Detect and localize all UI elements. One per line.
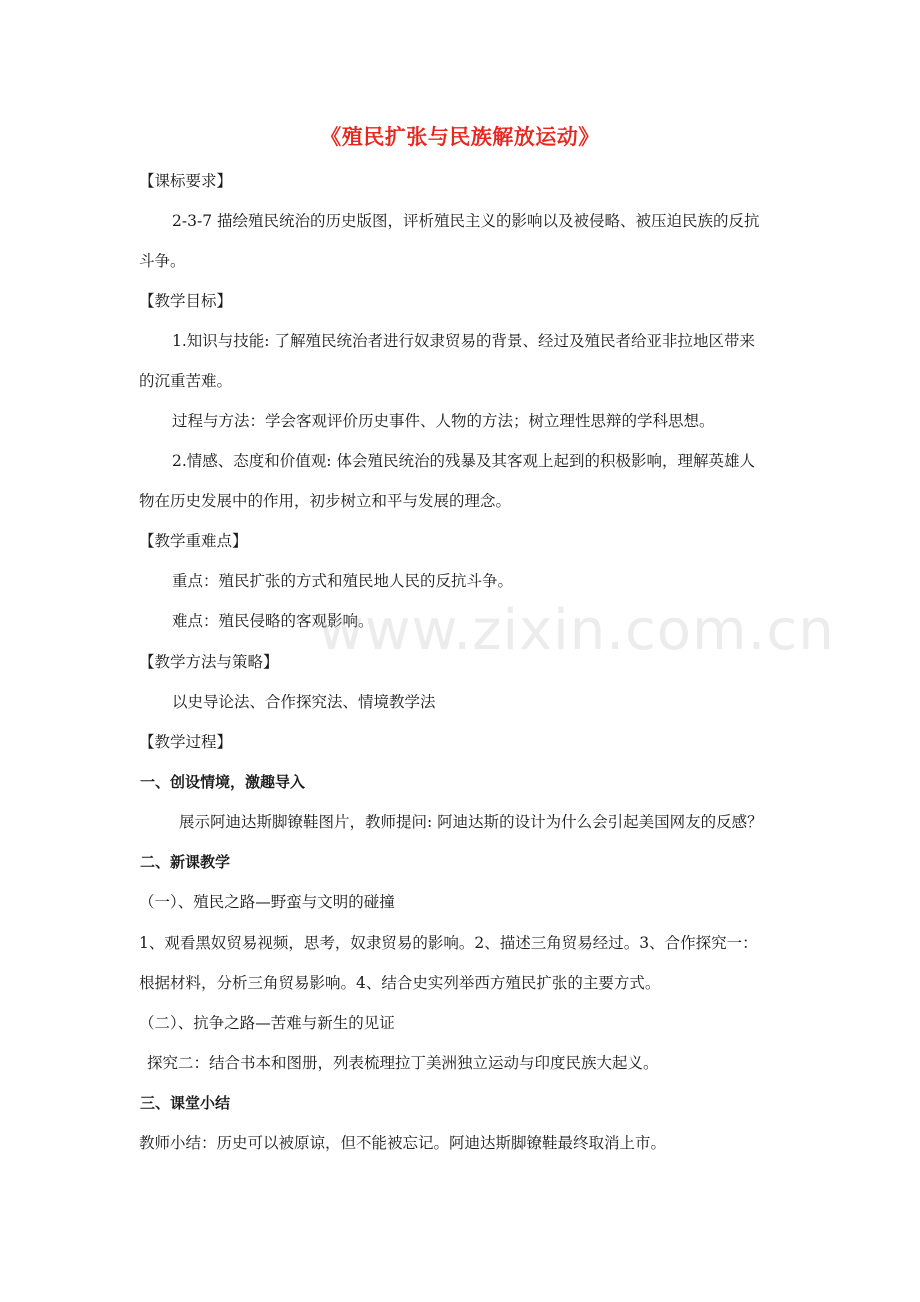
paragraph-line: 物在历史发展中的作用，初步树立和平与发展的理念。 <box>139 492 512 510</box>
paragraph-line: 过程与方法：学会客观评价历史事件、人物的方法；树立理性思辩的学科思想。 <box>172 412 715 430</box>
paragraph-line: 1、观看黑奴贸易视频，思考，奴隶贸易的影响。2、描述三角贸易经过。3、合作探究一： <box>139 934 758 952</box>
paragraph-line: 根据材料，分析三角贸易影响。4、结合史实列举西方殖民扩张的主要方式。 <box>139 974 661 992</box>
section-heading-key-points: 【教学重难点】 <box>139 532 248 550</box>
paragraph-line: 以史导论法、合作探究法、情境教学法 <box>172 693 436 711</box>
paragraph-line: 探究二：结合书本和图册，列表梳理拉丁美洲独立运动与印度民族大起义。 <box>147 1054 659 1072</box>
paragraph-line: 2.情感、态度和价值观: 体会殖民统治的残暴及其客观上起到的积极影响，理解英雄人 <box>172 452 755 470</box>
subheading-intro: 一、创设情境，激趣导入 <box>140 773 306 791</box>
subheading-summary: 三、课堂小结 <box>140 1094 231 1112</box>
section-heading-process: 【教学过程】 <box>139 733 233 751</box>
watermark: www.zixin.com.cn <box>318 598 835 663</box>
subheading-new-lesson: 二、新课教学 <box>140 853 231 871</box>
paragraph-line: （二）、抗争之路—苦难与新生的见证 <box>139 1014 395 1032</box>
paragraph-line: 展示阿迪达斯脚镣鞋图片，教师提问: 阿迪达斯的设计为什么会引起美国网友的反感？ <box>179 813 763 831</box>
document-title: 《殖民扩张与民族解放运动》 <box>320 125 600 149</box>
paragraph-line: 难点：殖民侵略的客观影响。 <box>172 612 374 630</box>
paragraph-line: 2-3-7 描绘殖民统治的历史版图，评析殖民主义的影响以及被侵略、被压迫民族的反抗 <box>172 212 760 230</box>
paragraph-line: 重点：殖民扩张的方式和殖民地人民的反抗斗争。 <box>172 572 514 590</box>
section-heading-curriculum: 【课标要求】 <box>139 172 233 190</box>
paragraph-line: 1.知识与技能: 了解殖民统治者进行奴隶贸易的背景、经过及殖民者给亚非拉地区带来 <box>172 332 755 350</box>
section-heading-objectives: 【教学目标】 <box>139 292 233 310</box>
paragraph-line: 斗争。 <box>139 252 186 270</box>
paragraph-line: 的沉重苦难。 <box>139 372 233 390</box>
paragraph-line: 教师小结：历史可以被原谅，但不能被忘记。阿迪达斯脚镣鞋最终取消上市。 <box>139 1134 667 1152</box>
paragraph-line: （一）、殖民之路—野蛮与文明的碰撞 <box>139 893 395 911</box>
section-heading-methods: 【教学方法与策略】 <box>139 653 279 671</box>
